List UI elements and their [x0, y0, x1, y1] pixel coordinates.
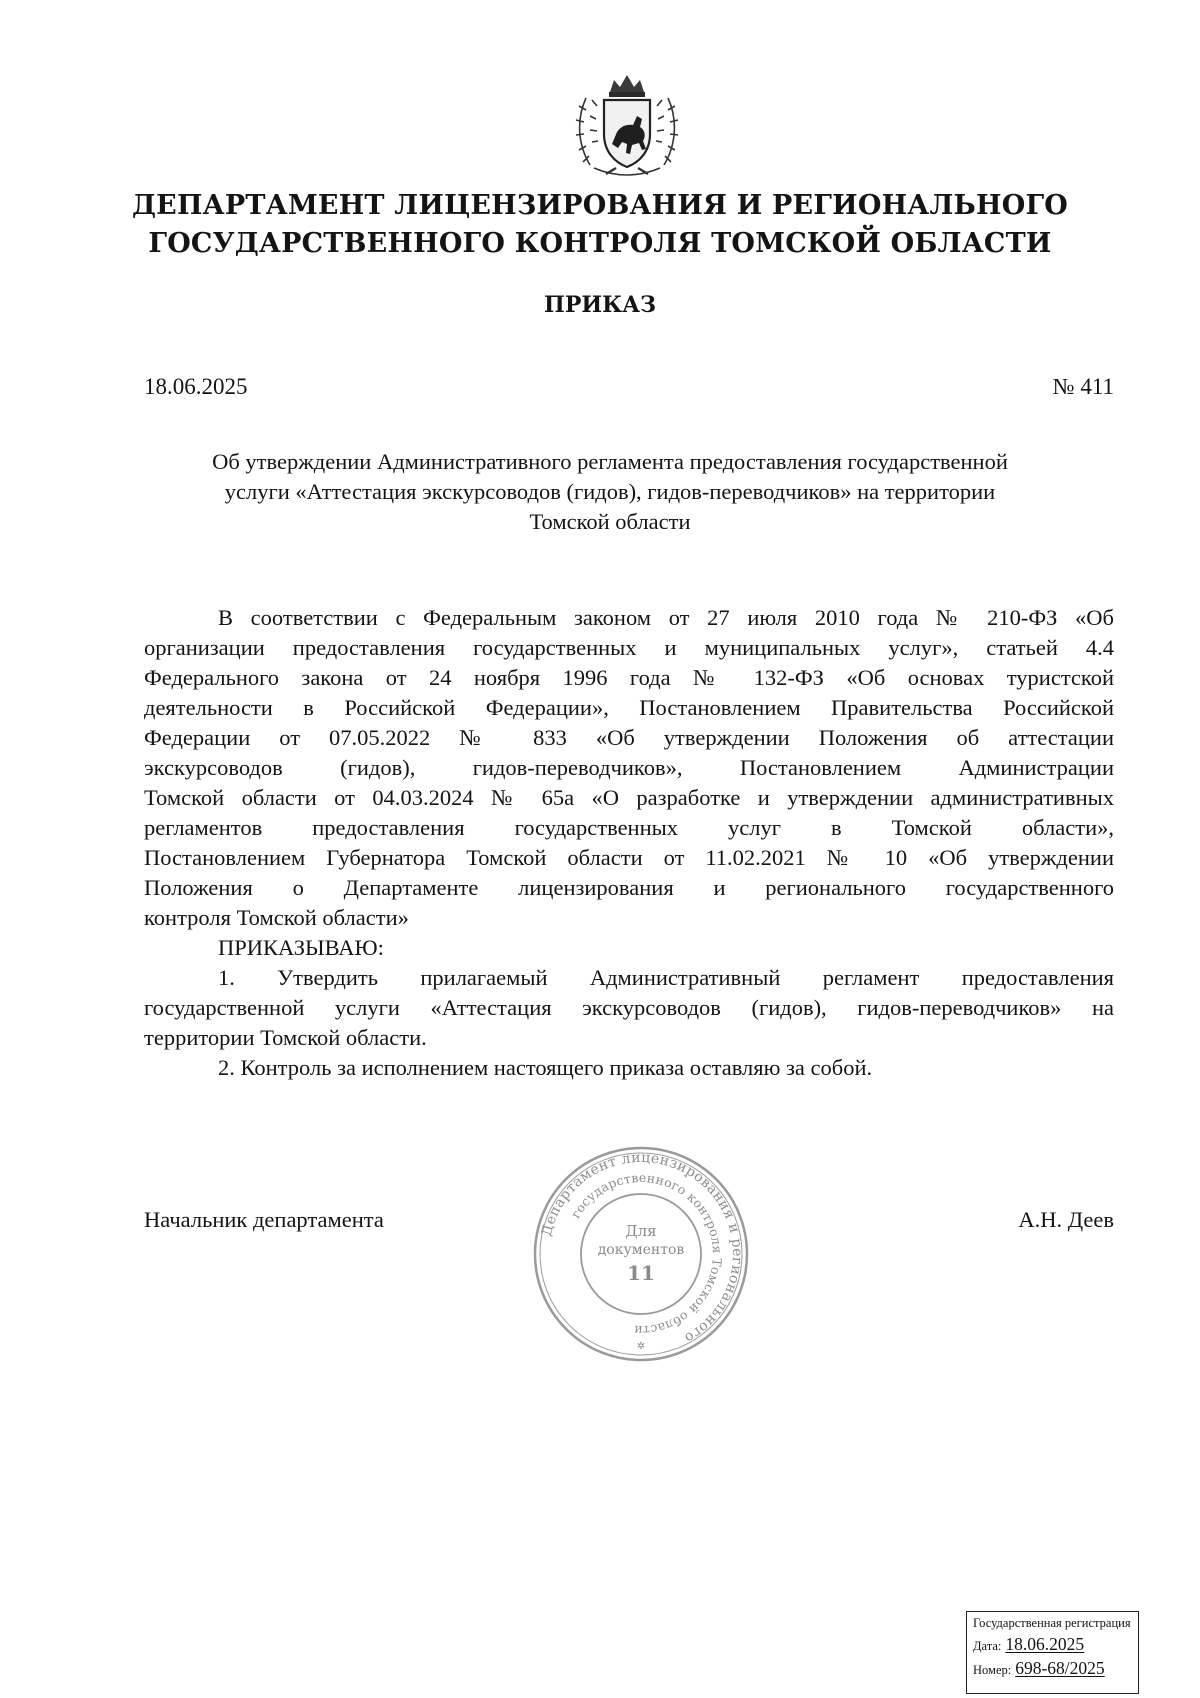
registration-number: 698-68/2025 [1015, 1658, 1105, 1678]
document-number: № 411 [1052, 374, 1114, 399]
preamble-line: Постановлением Губернатора Томской области от 11.02.2021 № 10 «Об утверждении [144, 845, 1114, 870]
title-line: Об утверждении Административного регламента предоставления государственной [212, 449, 1008, 474]
registration-number-row [973, 1660, 1133, 1679]
document-date: 18.06.2025 [144, 374, 248, 399]
title-line: услуги «Аттестация экскурсоводов (гидов), гидов-переводчиков» на территории [224, 479, 996, 504]
official-stamp [531, 1144, 751, 1364]
registration-date-label: Дата: [973, 1639, 1002, 1653]
registration-box [966, 1611, 1139, 1694]
title-line: Томской области [529, 509, 691, 534]
preamble-line: Положения о Департаменте лицензирования и регионального государственного [144, 875, 1114, 900]
organization-name-line-1: ДЕПАРТАМЕНТ ЛИЦЕНЗИРОВАНИЯ И РЕГИОНАЛЬНОГО [131, 190, 1069, 221]
stamp-number: 11 [627, 1261, 655, 1285]
registration-number-label: Номер: [973, 1663, 1012, 1677]
order-word: ПРИКАЗЫВАЮ: [218, 935, 384, 960]
stamp-outer-text: Департамент лицензирования и регионального [538, 1149, 746, 1347]
document-title [150, 447, 1070, 537]
preamble-line: организации предоставления государственных и муниципальных услуг», статьей 4.4 [144, 635, 1114, 660]
tomsk-coat-of-arms-icon [572, 70, 682, 182]
registration-date-row [973, 1636, 1133, 1655]
stamp-inner-text: государственного контроля Томской области [567, 1169, 726, 1339]
stamp-center-line-2: документов [597, 1242, 685, 1258]
document-type: ПРИКАЗ [544, 292, 656, 318]
preamble-line: регламентов предоставления государственных услуг в Томской области», [144, 815, 1114, 840]
preamble-line: В соответствии с Федеральным законом от 27 июля 2010 года № 210-ФЗ «Об [218, 605, 1114, 630]
signer-name: А.Н. Деев [1018, 1207, 1114, 1232]
registration-date: 18.06.2025 [1005, 1634, 1085, 1654]
signer-position: Начальник департамента [144, 1207, 384, 1232]
order-item-1-line: государственной услуги «Аттестация экскурсоводов (гидов), гидов-переводчиков» на [144, 995, 1114, 1020]
organization-name-line-2: ГОСУДАРСТВЕННОГО КОНТРОЛЯ ТОМСКОЙ ОБЛАСТИ [148, 228, 1052, 259]
preamble-line: Федерации от 07.05.2022 № 833 «Об утверждении Положения об аттестации [144, 725, 1114, 750]
preamble-line: деятельности в Российской Федерации», Постановлением Правительства Российской [144, 695, 1114, 720]
preamble-line: контроля Томской области» [144, 905, 409, 930]
preamble-line: Федерального закона от 24 ноября 1996 года № 132-ФЗ «Об основах туристской [144, 665, 1114, 690]
stamp-center-line-1: Для [625, 1222, 657, 1240]
preamble-line: Томской области от 04.03.2024 № 65а «О разработке и утверждении административных [144, 785, 1114, 810]
preamble-line: экскурсоводов (гидов), гидов-переводчиков», Постановлением Администрации [144, 755, 1114, 780]
stamp-star-icon: ✲ [636, 1341, 646, 1352]
order-item-1-line: территории Томской области. [144, 1025, 427, 1050]
order-item-1-line: 1. Утвердить прилагаемый Административный регламент предоставления [218, 965, 1114, 990]
order-item-2: 2. Контроль за исполнением настоящего приказа оставляю за собой. [218, 1055, 873, 1080]
registration-label: Государственная регистрация [973, 1616, 1131, 1630]
